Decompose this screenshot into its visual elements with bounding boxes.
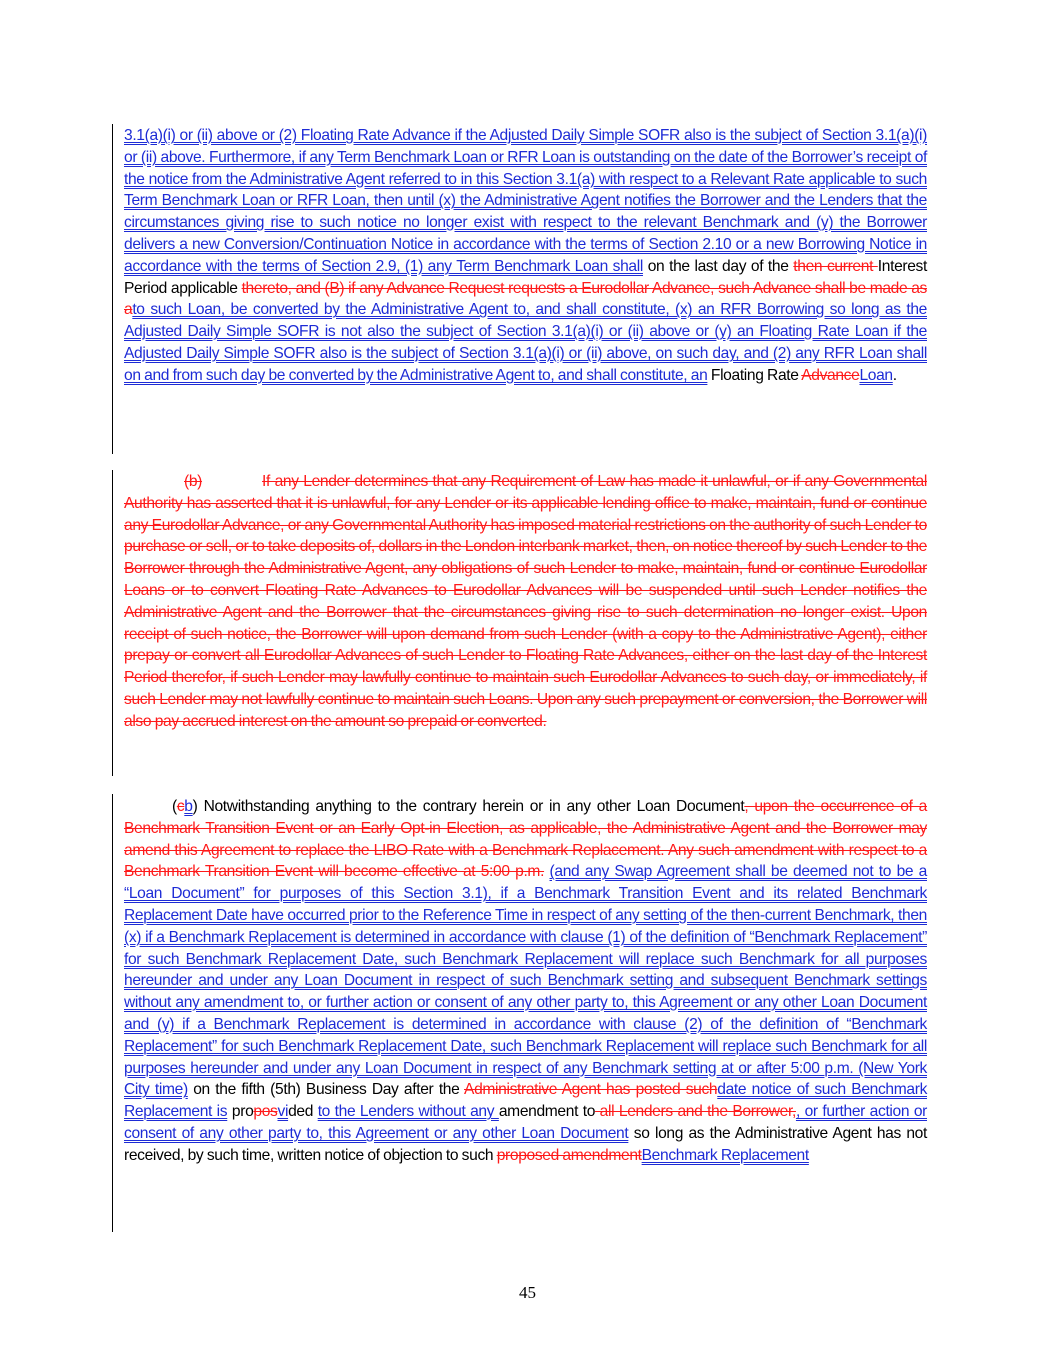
deleted-text: Advance: [801, 366, 860, 384]
inserted-text: (and any Swap Agreement shall be deemed not to be a “Loan Document” for purposes of this Section 3.1), if a Benchmark Transition Event and its related Benchmark Replacement Date have occurred prior to the Reference Time in respect of any setting of the then-current Benchmark, then (x) if a Benchmark Replacement is determined in accordance with clause (1) of the definition of “Benchmark Replacement” for such Benchmark Replacement Date, such Benchmark Replacement will replace such Benchmark for all purposes hereunder and under any Loan Document in respect of such Benchmark setting and subsequent Benchmark settings without any amendment to, or further action or consent of any other party to, this Agreement or any other Loan Document and (y) if a Benchmark Replacement is determined in accordance with clause (2) of the definition of “Benchmark Replacement” for such Benchmark Replacement Date, such Benchmark Replacement will replace such Benchmark for all purposes hereunder and under any Loan Document in respect of any Benchmark setting at or after 5:00 p.m. (New York City time): [124, 863, 927, 1099]
paragraph-continuation: [124, 125, 927, 387]
paragraph-b-deleted: [124, 471, 927, 733]
inserted-text: b: [184, 798, 193, 815]
inserted-text: Benchmark Replacement: [641, 1146, 809, 1164]
change-bar: [112, 794, 113, 1232]
body-text: ded: [288, 1103, 318, 1121]
inserted-text: , or further action or consent of any other party to, this Agreement or any other Loan Document: [124, 1103, 928, 1142]
deleted-text: thereto, and (B) if any Advance Request requests a Eurodollar Advance, such Advance shall be made as a: [124, 279, 928, 319]
inserted-text: Loan: [859, 366, 893, 384]
body-text: amendment to: [498, 1103, 596, 1121]
body-text: Interest Period applicable: [124, 257, 927, 297]
deleted-text: Administrative Agent has posted such: [464, 1081, 718, 1099]
page-number: 45: [519, 1283, 536, 1302]
body-text: .: [892, 366, 897, 384]
body-text: Floating Rate: [707, 366, 802, 384]
inserted-text: vi: [277, 1103, 289, 1121]
deleted-text: then current: [793, 257, 878, 275]
deleted-text: proposed amendment: [496, 1146, 642, 1164]
inserted-text: to the Lenders without any: [317, 1103, 499, 1121]
deleted-text: If any Lender determines that any Requirement of Law has made it unlawful, or if any Governmental Authority has asserted that it is unlawful, for any Lender or its applicable lending office to make, maintain, fund or continue any Eurodollar Advance, or any Governmental Authority has imposed material restrictions on the authority of such Lender to purchase or sell, or to take deposits of, dollars in the London interbank market, then, on notice thereof by such Lender to the Borrower through the Administrative Agent, any obligations of such Lender to make, maintain, fund or continue Eurodollar Loans or to convert Floating Rate Advances to Eurodollar Advances will be suspended until such Lender notifies the Administrative Agent and the Borrower that the circumstances giving rise to such determination no longer exist. Upon receipt of such notice, the Borrower will upon demand from such Lender (with a copy to the Administrative Agent), either prepay or convert all Eurodollar Advances of such Lender to Floating Rate Advances, either on the last day of the Interest Period therefor, if such Lender may lawfully continue to maintain such Eurodollar Advances to such day, or immediately, if such Lender may not lawfully continue to maintain such Loans. Upon any such prepayment or conversion, the Borrower will also pay accrued interest on the amount so prepaid or converted.: [124, 473, 927, 730]
deleted-text: all Lenders and the Borrower,: [595, 1103, 796, 1121]
body-text: (: [172, 798, 177, 815]
body-text: pro: [227, 1103, 254, 1121]
body-text: so long as the Administrative Agent has not received, by such time, written notice of objection to such: [124, 1124, 927, 1164]
deleted-text: (b): [184, 473, 203, 490]
inserted-text: to such Loan, be converted by the Administrative Agent to, and shall constitute, (x) an RFR Borrowing so long as the Adjusted Daily Simple SOFR is not also the subject of Section 3.1(a)(i) or (ii) above or (y) an Floating Rate Loan if the Adjusted Daily Simple SOFR also is the subject of Section 3.1(a)(i) or (ii) above, on such day, and (2) any RFR Loan shall on and from such day be converted by the Administrative Agent to, and shall constitute, an: [124, 301, 927, 384]
deleted-text: c: [176, 798, 185, 815]
body-text: ) Notwithstanding anything to the contrary herein or in any other Loan Document: [192, 798, 745, 815]
change-bar: [112, 470, 113, 776]
paragraph-c-benchmark: [124, 796, 927, 1167]
body-text: on the fifth (5th) Business Day after the: [187, 1081, 465, 1099]
body-text: on the last day of the: [642, 257, 794, 275]
deleted-text: , upon the occurrence of a Benchmark Transition Event or an Early Opt-in Election, as applicable, the Administrative Agent and the Borrower may amend this Agreement to replace the LIBO Rate with a Benchmark Replacement. Any such amendment with respect to a Benchmark Transition Event will become effective at 5:00 p.m.: [124, 798, 927, 881]
inserted-text: 3.1(a)(i) or (ii) above or (2) Floating Rate Advance if the Adjusted Daily Simple SOFR also is the subject of Section 3.1(a)(i) or (ii) above. Furthermore, if any Term Benchmark Loan or RFR Loan is outstanding on the date of the Borrower’s receipt of the notice from the Administrative Agent referred to in this Section 3.1(a) with respect to a Relevant Rate applicable to such Term Benchmark Loan or RFR Loan, then until (x) the Administrative Agent notifies the Borrower and the Lenders that the circumstances giving rise to such notice no longer exist with respect to the relevant Benchmark and (y) the Borrower delivers a new Conversion/Continuation Notice in accordance with the terms of Section 2.10 or a new Borrowing Notice in accordance with the terms of Section 2.9, (1) any Term Benchmark Loan shall: [124, 127, 927, 275]
inserted-text: date notice of such Benchmark Replacement is: [124, 1081, 928, 1121]
change-bar: [112, 124, 113, 454]
deleted-text: pos: [253, 1103, 278, 1121]
